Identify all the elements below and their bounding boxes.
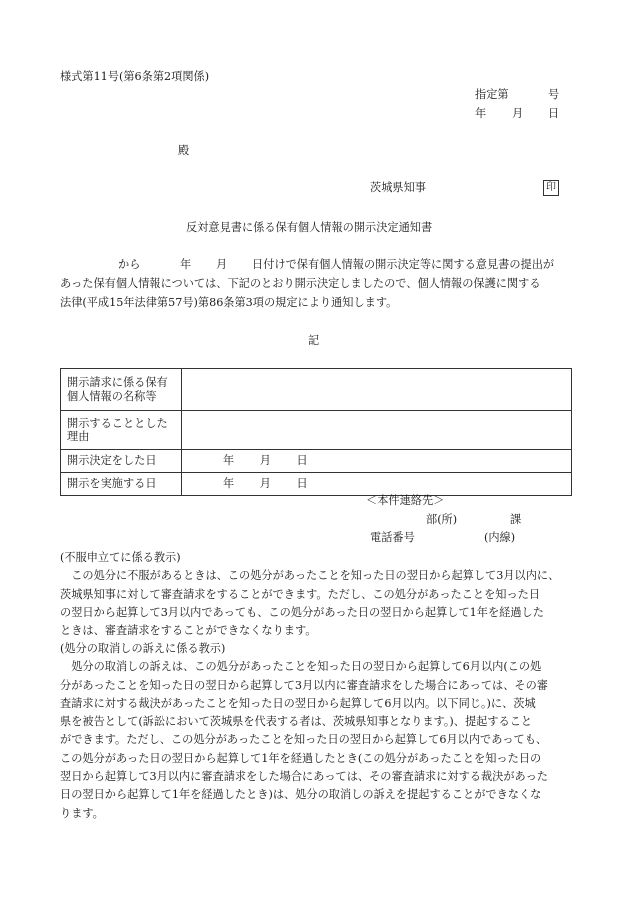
row4-label: 開示を実施する日 <box>61 473 182 496</box>
row1-label: 開示請求に係る保有個人情報の名称等 <box>61 369 182 411</box>
intro-year: 年 <box>180 258 192 271</box>
appeal-section <box>60 549 580 640</box>
designation-suffix: 号 <box>548 88 560 101</box>
lawsuit-line: 処分の取消しの訴えは、この処分があったことを知った日の翌日から起算して6月以内(この処 <box>60 660 542 674</box>
row3-month: 月 <box>259 454 271 468</box>
lawsuit-line: この処分があった日の翌日から起算して1年を経過したとき(この処分があったことを知った日の <box>60 751 542 765</box>
table-row <box>61 369 572 411</box>
ki-heading: 記 <box>308 334 320 347</box>
row3-day: 日 <box>296 454 308 468</box>
designation-prefix: 指定第 <box>475 88 509 101</box>
lawsuit-line: 翌日から起算して3月以内に審査請求をした場合にあっては、その審査請求に対する裁決があった <box>60 770 548 784</box>
contact-extension: (内線) <box>484 531 516 544</box>
lawsuit-line: 分があったことを知った日の翌日から起算して3月以内に審査請求をした場合にあっては、その審 <box>60 678 548 692</box>
lawsuit-section <box>60 640 580 823</box>
lawsuit-line: 査請求に対する裁決があったことを知った日の翌日から起算して6月以内。以下同じ。)に、茨城 <box>60 696 536 710</box>
appeal-heading: (不服申立てに係る教示) <box>60 551 181 564</box>
row3-year: 年 <box>223 454 235 468</box>
disclosure-table <box>60 368 572 496</box>
intro-month: 月 <box>216 258 228 271</box>
intro-line2: あった保有個人情報については、下記のとおり開示決定しましたので、個人情報の保護に関する <box>60 277 541 290</box>
table-row <box>61 411 572 450</box>
date-year: 年 <box>475 107 487 120</box>
row4-value[interactable] <box>182 473 572 496</box>
row4-month: 月 <box>259 477 271 491</box>
contact-department: 部(所) <box>426 513 458 526</box>
seal-mark: 印 <box>543 180 559 196</box>
document-title: 反対意見書に係る保有個人情報の開示決定通知書 <box>186 221 433 234</box>
row4-day: 日 <box>296 477 308 491</box>
appeal-line: の翌日から起算して3月以内であっても、この処分があった日の翌日から起算して1年を経過した <box>60 605 544 619</box>
row1-value[interactable] <box>182 369 572 411</box>
appeal-line: 茨城県知事に対して審査請求をすることができます。ただし、この処分があったことを知った日 <box>60 587 541 601</box>
lawsuit-line: 日の翌日から起算して1年を経過したとき)は、処分の取消しの訴えを提起することができなくな <box>60 788 542 802</box>
lawsuit-line: ができます。ただし、この処分があったことを知った日の翌日から起算して6月以内であっても、 <box>60 733 548 747</box>
intro-line1-rest: 日付けで保有個人情報の開示決定等に関する意見書の提出が <box>252 258 555 271</box>
row3-value[interactable] <box>182 450 572 473</box>
sender-title: 茨城県知事 <box>370 181 426 194</box>
table-row <box>61 450 572 473</box>
contact-phone-label: 電話番号 <box>370 531 415 544</box>
row4-year: 年 <box>223 477 235 491</box>
row2-value[interactable] <box>182 411 572 450</box>
form-number: 様式第11号(第6条第2項関係) <box>60 70 210 83</box>
lawsuit-line: 県を被告として(訴訟において茨城県を代表する者は、茨城県知事となります。)、提起すること <box>60 715 533 729</box>
row3-label: 開示決定をした日 <box>61 450 182 473</box>
lawsuit-line: ります。 <box>60 806 104 820</box>
lawsuit-heading: (処分の取消しの訴えに係る教示) <box>60 642 226 655</box>
contact-heading: ＜本件連絡先＞ <box>366 494 445 507</box>
recipient-honorific: 殿 <box>178 144 190 157</box>
date-day: 日 <box>548 107 560 120</box>
appeal-line: ときは、審査請求をすることができなくなります。 <box>60 624 317 638</box>
intro-from: から <box>118 258 141 271</box>
table-row <box>61 473 572 496</box>
intro-line3: 法律(平成15年法律第57号)第86条第3項の規定により通知します。 <box>60 296 398 309</box>
date-month: 月 <box>512 107 524 120</box>
appeal-line: この処分に不服があるときは、この処分があったことを知った日の翌日から起算して3月以内に、 <box>60 569 560 583</box>
contact-section: 課 <box>510 513 522 526</box>
row2-label: 開示することとした理由 <box>61 411 182 450</box>
